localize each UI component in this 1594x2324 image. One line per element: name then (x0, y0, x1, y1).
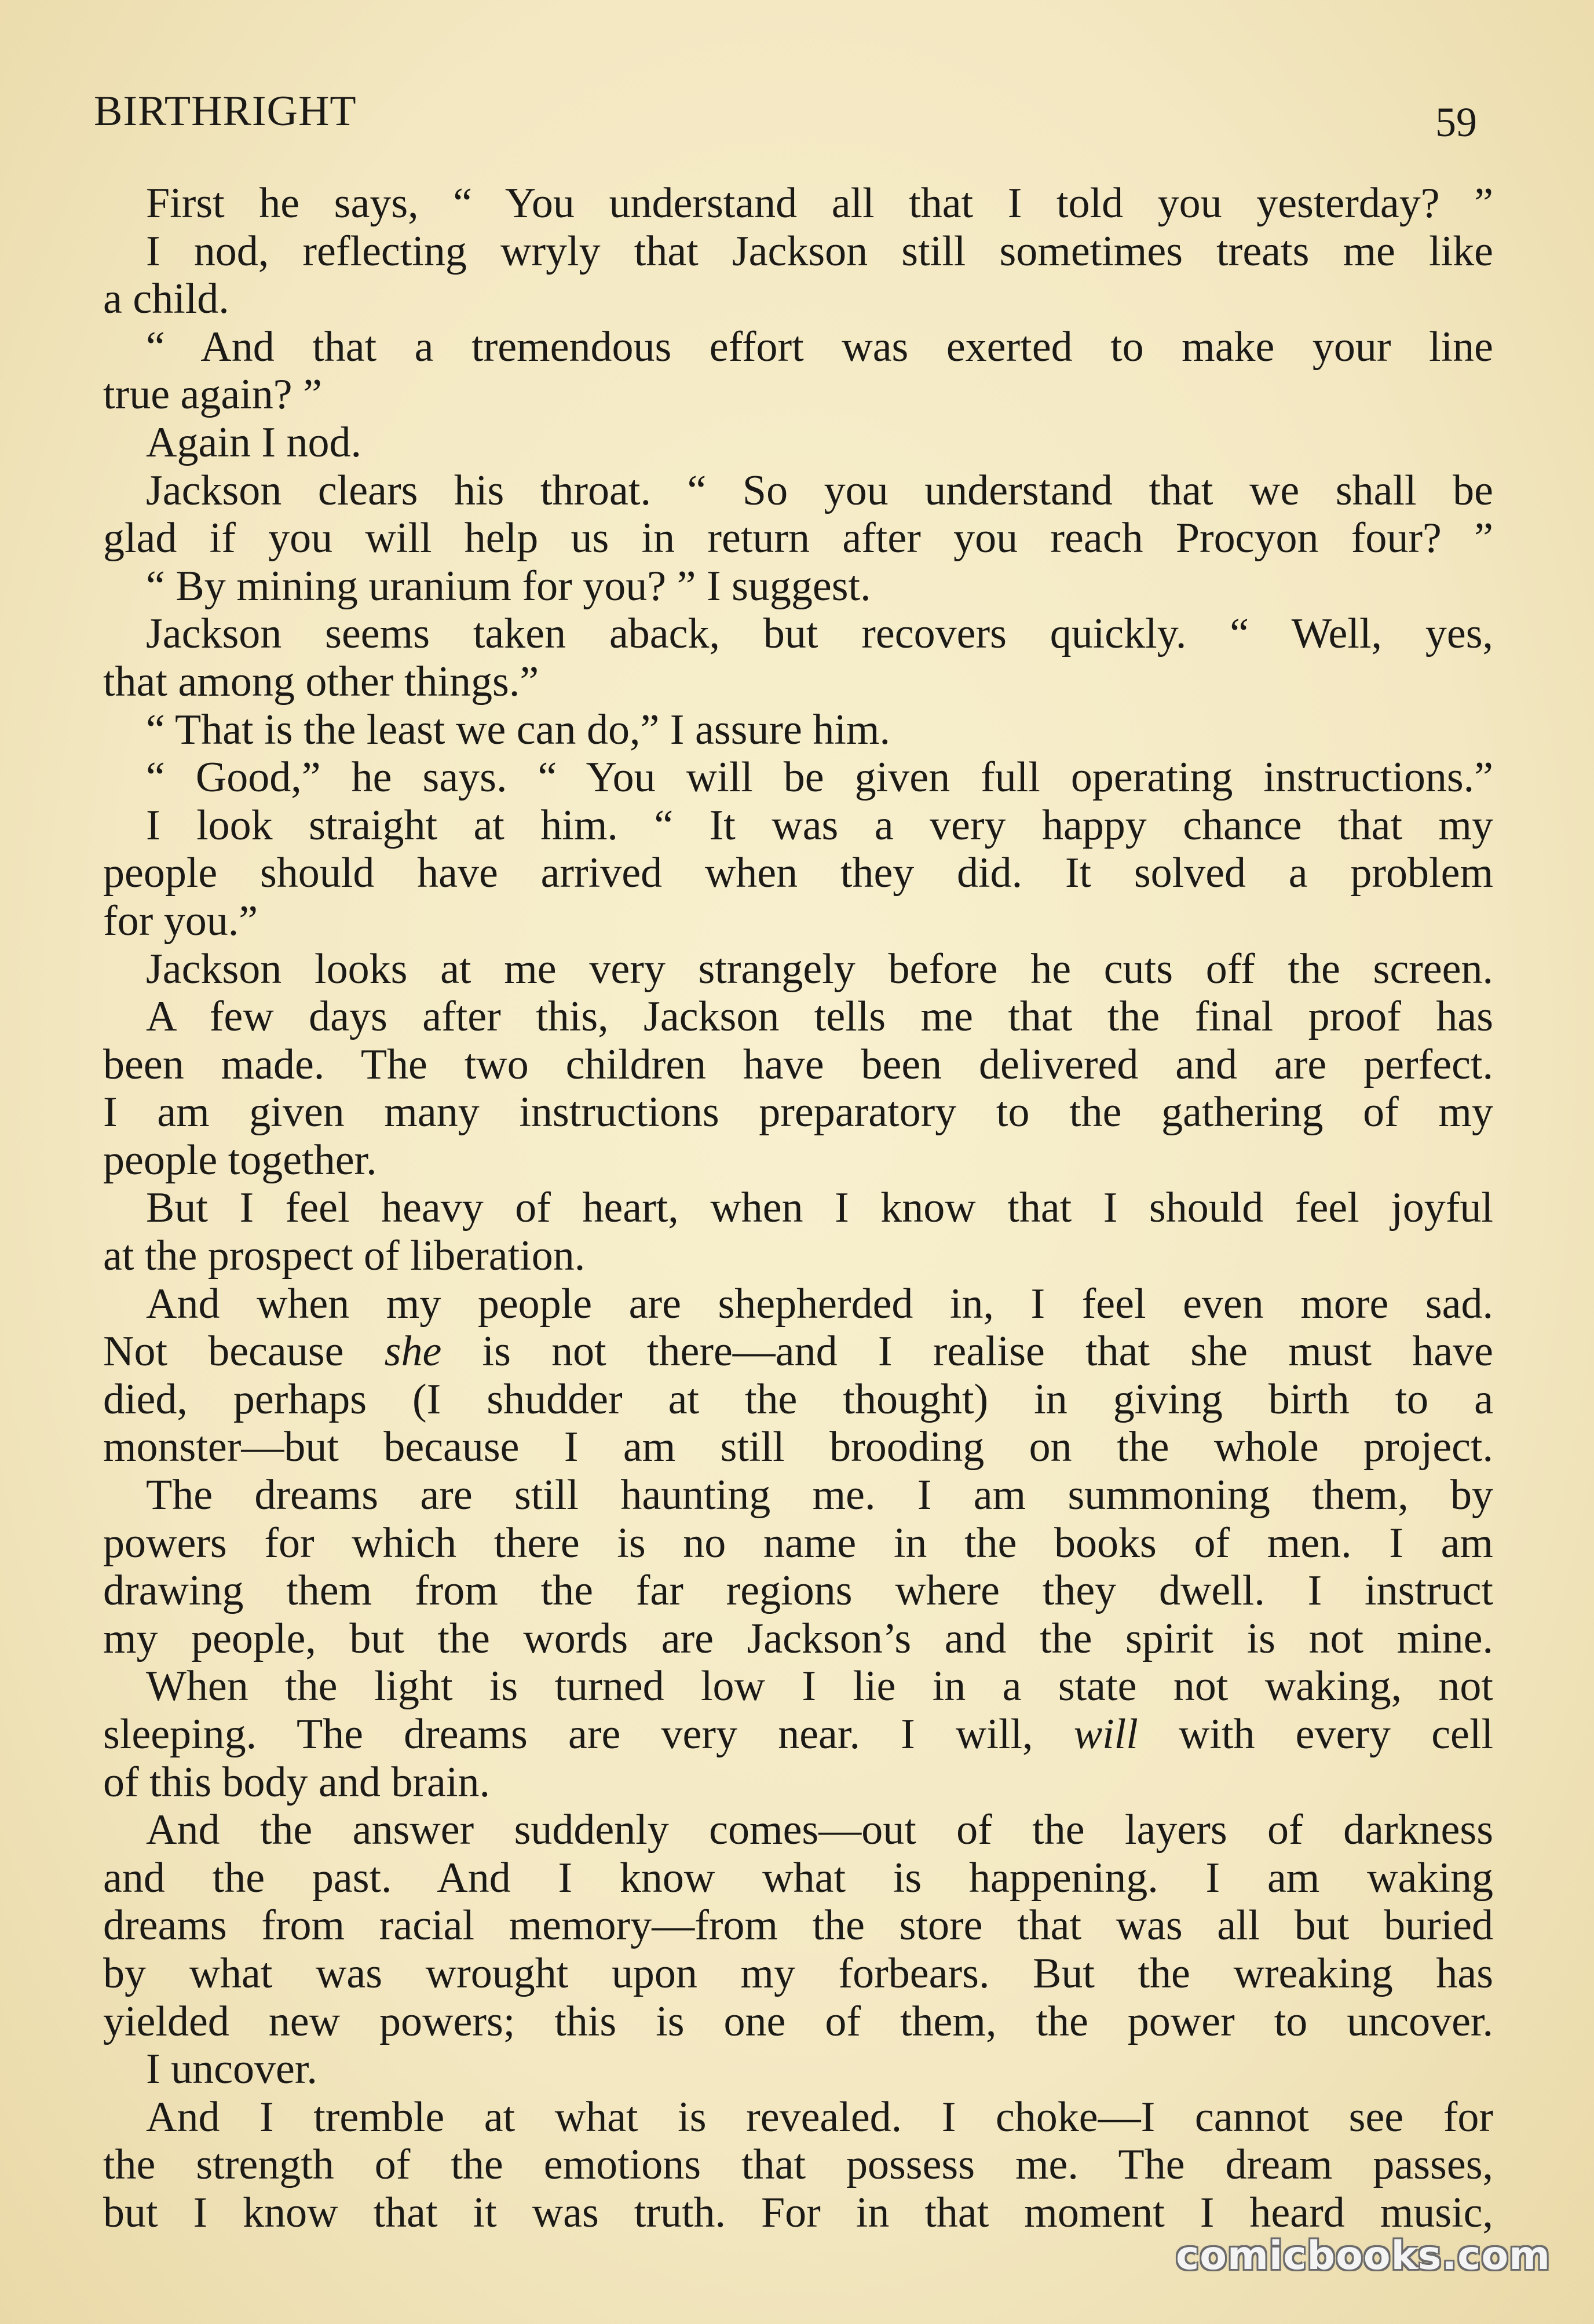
text-line: yielded new powers; this is one of them, the power to uncover. (103, 1997, 1493, 2045)
text-line: that among other things.” (103, 657, 539, 706)
text-line: but I know that it was truth. For in that moment I heard music, (103, 2188, 1493, 2237)
text-line: people should have arrived when they did. It solved a problem (103, 849, 1493, 897)
text-line: Not because she is not there—and I realise that she must have (103, 1328, 1493, 1376)
text-line: at the prospect of liberation. (103, 1232, 586, 1280)
text-line: I uncover. (146, 2045, 317, 2093)
text-line: my people, but the words are Jackson’s and the spirit is not mine. (103, 1614, 1493, 1662)
text-line: “ Good,” he says. “ You will be given full operating instructions.” (146, 754, 1493, 802)
text-line: A few days after this, Jackson tells me that the final proof has (146, 993, 1493, 1041)
text-line: Jackson clears his throat. “ So you understand that we shall be (146, 466, 1493, 514)
text-line: The dreams are still haunting me. I am summoning them, by (146, 1471, 1493, 1519)
text-line: dreams from racial memory—from the store that was all but buried (103, 1902, 1493, 1950)
text-line: people together. (103, 1136, 377, 1184)
text-line: glad if you will help us in return after you reach Procyon four? ” (103, 514, 1493, 562)
text-line: And I tremble at what is revealed. I choke—I cannot see for (146, 2093, 1493, 2141)
text-line: Jackson seems taken aback, but recovers quickly. “ Well, yes, (146, 610, 1493, 658)
text-line: drawing them from the far regions where they dwell. I instruct (103, 1567, 1493, 1615)
text-line: and the past. And I know what is happening. I am waking (103, 1854, 1493, 1902)
running-head: BIRTHRIGHT (94, 87, 357, 135)
text-line: I nod, reflecting wryly that Jackson still sometimes treats me like (146, 227, 1493, 275)
text-line: But I feel heavy of heart, when I know that I should feel joyful (146, 1184, 1493, 1232)
text-line: the strength of the emotions that possess me. The dream passes, (103, 2141, 1493, 2189)
body-text (103, 180, 1493, 2237)
text-line: “ And that a tremendous effort was exerted to make your line (146, 323, 1493, 371)
text-line: “ That is the least we can do,” I assure him. (146, 706, 890, 754)
text-line: true again? ” (103, 371, 322, 419)
text-line: And the answer suddenly comes—out of the layers of darkness (146, 1806, 1493, 1854)
text-line: Jackson looks at me very strangely before he cuts off the screen. (146, 945, 1493, 993)
text-line: “ By mining uranium for you? ” I suggest. (146, 562, 871, 610)
text-line: powers for which there is no name in the books of men. I am (103, 1519, 1493, 1567)
text-line: I look straight at him. “ It was a very happy chance that my (146, 801, 1493, 849)
text-line: died, perhaps (I shudder at the thought) in giving birth to a (103, 1375, 1493, 1423)
text-line: And when my people are shepherded in, I feel even more sad. (146, 1280, 1493, 1328)
text-line: Again I nod. (146, 418, 361, 466)
text-line: When the light is turned low I lie in a state not waking, not (146, 1662, 1493, 1711)
text-line: First he says, “ You understand all that I told you yesterday? ” (146, 180, 1493, 227)
watermark: comicbooks.com (1176, 2233, 1551, 2279)
text-line: been made. The two children have been delivered and are perfect. (103, 1040, 1493, 1088)
text-line: for you.” (103, 897, 258, 945)
text-line: by what was wrought upon my forbears. But the wreaking has (103, 1949, 1493, 1997)
text-line: a child. (103, 275, 229, 323)
text-line: monster—but because I am still brooding on the whole project. (103, 1423, 1493, 1471)
text-line: of this body and brain. (103, 1758, 490, 1806)
page-number: 59 (1435, 99, 1477, 145)
text-line: sleeping. The dreams are very near. I will, will with every cell (103, 1711, 1494, 1758)
text-line: I am given many instructions preparatory to the gathering of my (103, 1088, 1493, 1137)
